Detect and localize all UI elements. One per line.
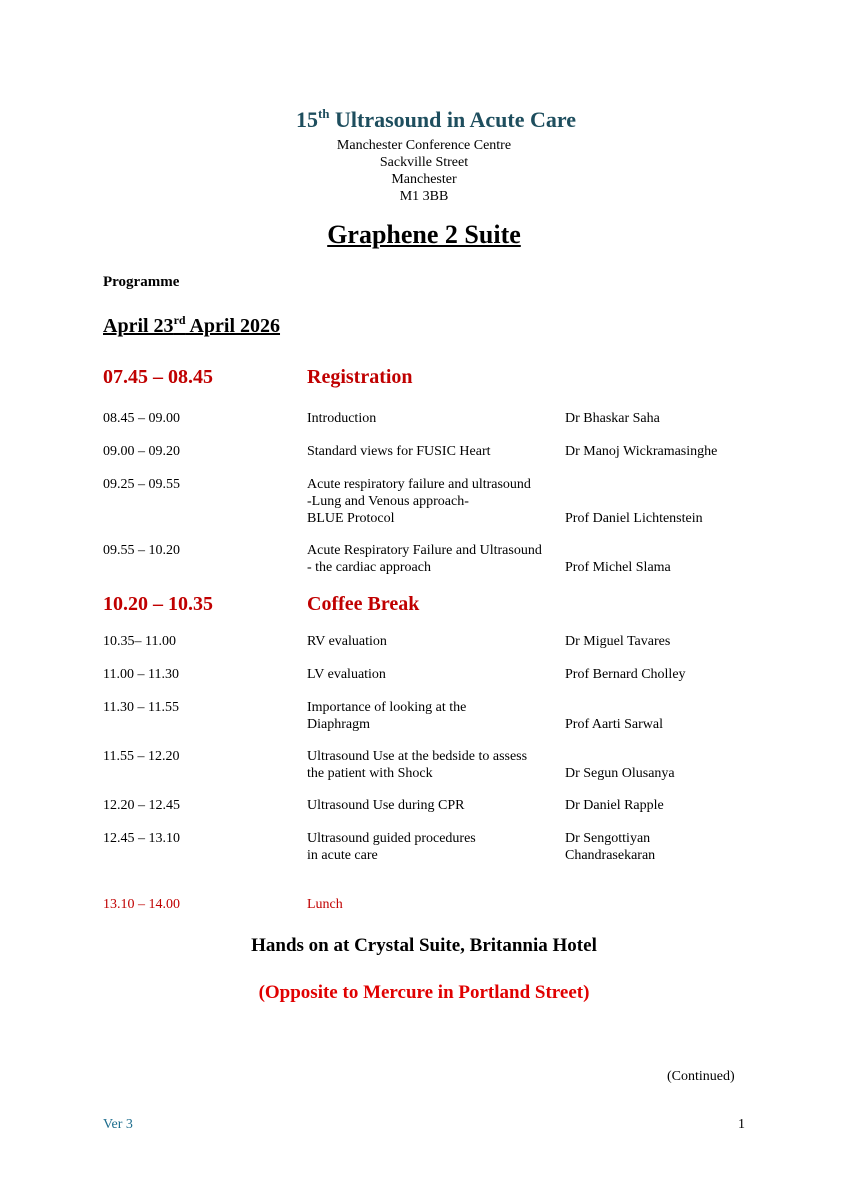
session-time: 10.20 – 10.35 xyxy=(103,593,213,615)
session-time: 08.45 – 09.00 xyxy=(103,411,180,426)
session-title: Coffee Break xyxy=(307,593,420,615)
session-title: Importance of looking at the xyxy=(307,700,467,715)
session-title: Standard views for FUSIC Heart xyxy=(307,444,491,459)
address-line-city: Manchester xyxy=(391,172,457,187)
session-time: 12.20 – 12.45 xyxy=(103,798,180,813)
session-speaker: Dr Segun Olusanya xyxy=(565,766,675,781)
location-note: (Opposite to Mercure in Portland Street) xyxy=(258,982,590,1003)
session-time: 13.10 – 14.00 xyxy=(103,897,180,912)
address-line-venue: Manchester Conference Centre xyxy=(336,138,512,153)
session-time: 09.55 – 10.20 xyxy=(103,543,180,558)
session-title: RV evaluation xyxy=(307,634,387,649)
page-title xyxy=(0,107,848,133)
title-suffix: th xyxy=(317,106,330,121)
session-title: BLUE Protocol xyxy=(307,511,395,526)
session-title: -Lung and Venous approach- xyxy=(307,494,469,509)
session-title: Introduction xyxy=(307,411,377,426)
session-time: 12.45 – 13.10 xyxy=(103,831,180,846)
session-title: Lunch xyxy=(307,897,343,912)
continued-note: (Continued) xyxy=(667,1069,735,1084)
address-line-postcode: M1 3BB xyxy=(399,189,449,204)
session-title: in acute care xyxy=(307,848,378,863)
programme-label: Programme xyxy=(103,274,180,290)
session-title: Diaphragm xyxy=(307,717,370,732)
session-title: - the cardiac approach xyxy=(307,560,431,575)
session-title: Registration xyxy=(307,366,413,388)
session-speaker: Chandrasekaran xyxy=(565,848,656,863)
address-line-street: Sackville Street xyxy=(379,155,469,170)
session-time: 11.00 – 11.30 xyxy=(103,667,179,682)
session-time: 07.45 – 08.45 xyxy=(103,366,213,388)
session-speaker: Prof Daniel Lichtenstein xyxy=(565,511,703,526)
session-title: Ultrasound guided procedures xyxy=(307,831,476,846)
session-time: 09.00 – 09.20 xyxy=(103,444,180,459)
session-title: Acute Respiratory Failure and Ultrasound xyxy=(307,543,542,558)
version-label: Ver 3 xyxy=(103,1117,133,1132)
session-speaker: Dr Daniel Rapple xyxy=(565,798,664,813)
session-title: Ultrasound Use at the bedside to assess xyxy=(307,749,528,764)
session-title: the patient with Shock xyxy=(307,766,433,781)
date-pre: April 23 xyxy=(103,315,174,337)
session-time: 11.30 – 11.55 xyxy=(103,700,179,715)
session-speaker: Prof Michel Slama xyxy=(565,560,671,575)
hands-on-heading: Hands on at Crystal Suite, Britannia Hotel xyxy=(251,935,597,956)
suite-heading: Graphene 2 Suite xyxy=(327,220,521,249)
session-time: 10.35– 11.00 xyxy=(103,634,176,649)
session-title: Acute respiratory failure and ultrasound xyxy=(307,477,531,492)
date-sup: rd xyxy=(173,313,186,327)
session-title: Ultrasound Use during CPR xyxy=(307,798,465,813)
session-time: 11.55 – 12.20 xyxy=(103,749,180,764)
session-speaker: Prof Aarti Sarwal xyxy=(565,717,663,732)
title-number: 15 xyxy=(295,107,318,132)
date-post: April 2026 xyxy=(185,315,281,337)
session-speaker: Prof Bernard Cholley xyxy=(565,667,686,682)
title-rest: Ultrasound in Acute Care xyxy=(329,107,577,132)
session-speaker: Dr Manoj Wickramasinghe xyxy=(565,444,718,459)
programme-date xyxy=(103,315,280,338)
session-speaker: Dr Miguel Tavares xyxy=(565,634,671,649)
page-number: 1 xyxy=(738,1117,745,1132)
session-title: LV evaluation xyxy=(307,667,386,682)
session-speaker: Dr Sengottiyan xyxy=(565,831,651,846)
session-speaker: Dr Bhaskar Saha xyxy=(565,411,660,426)
session-time: 09.25 – 09.55 xyxy=(103,477,180,492)
